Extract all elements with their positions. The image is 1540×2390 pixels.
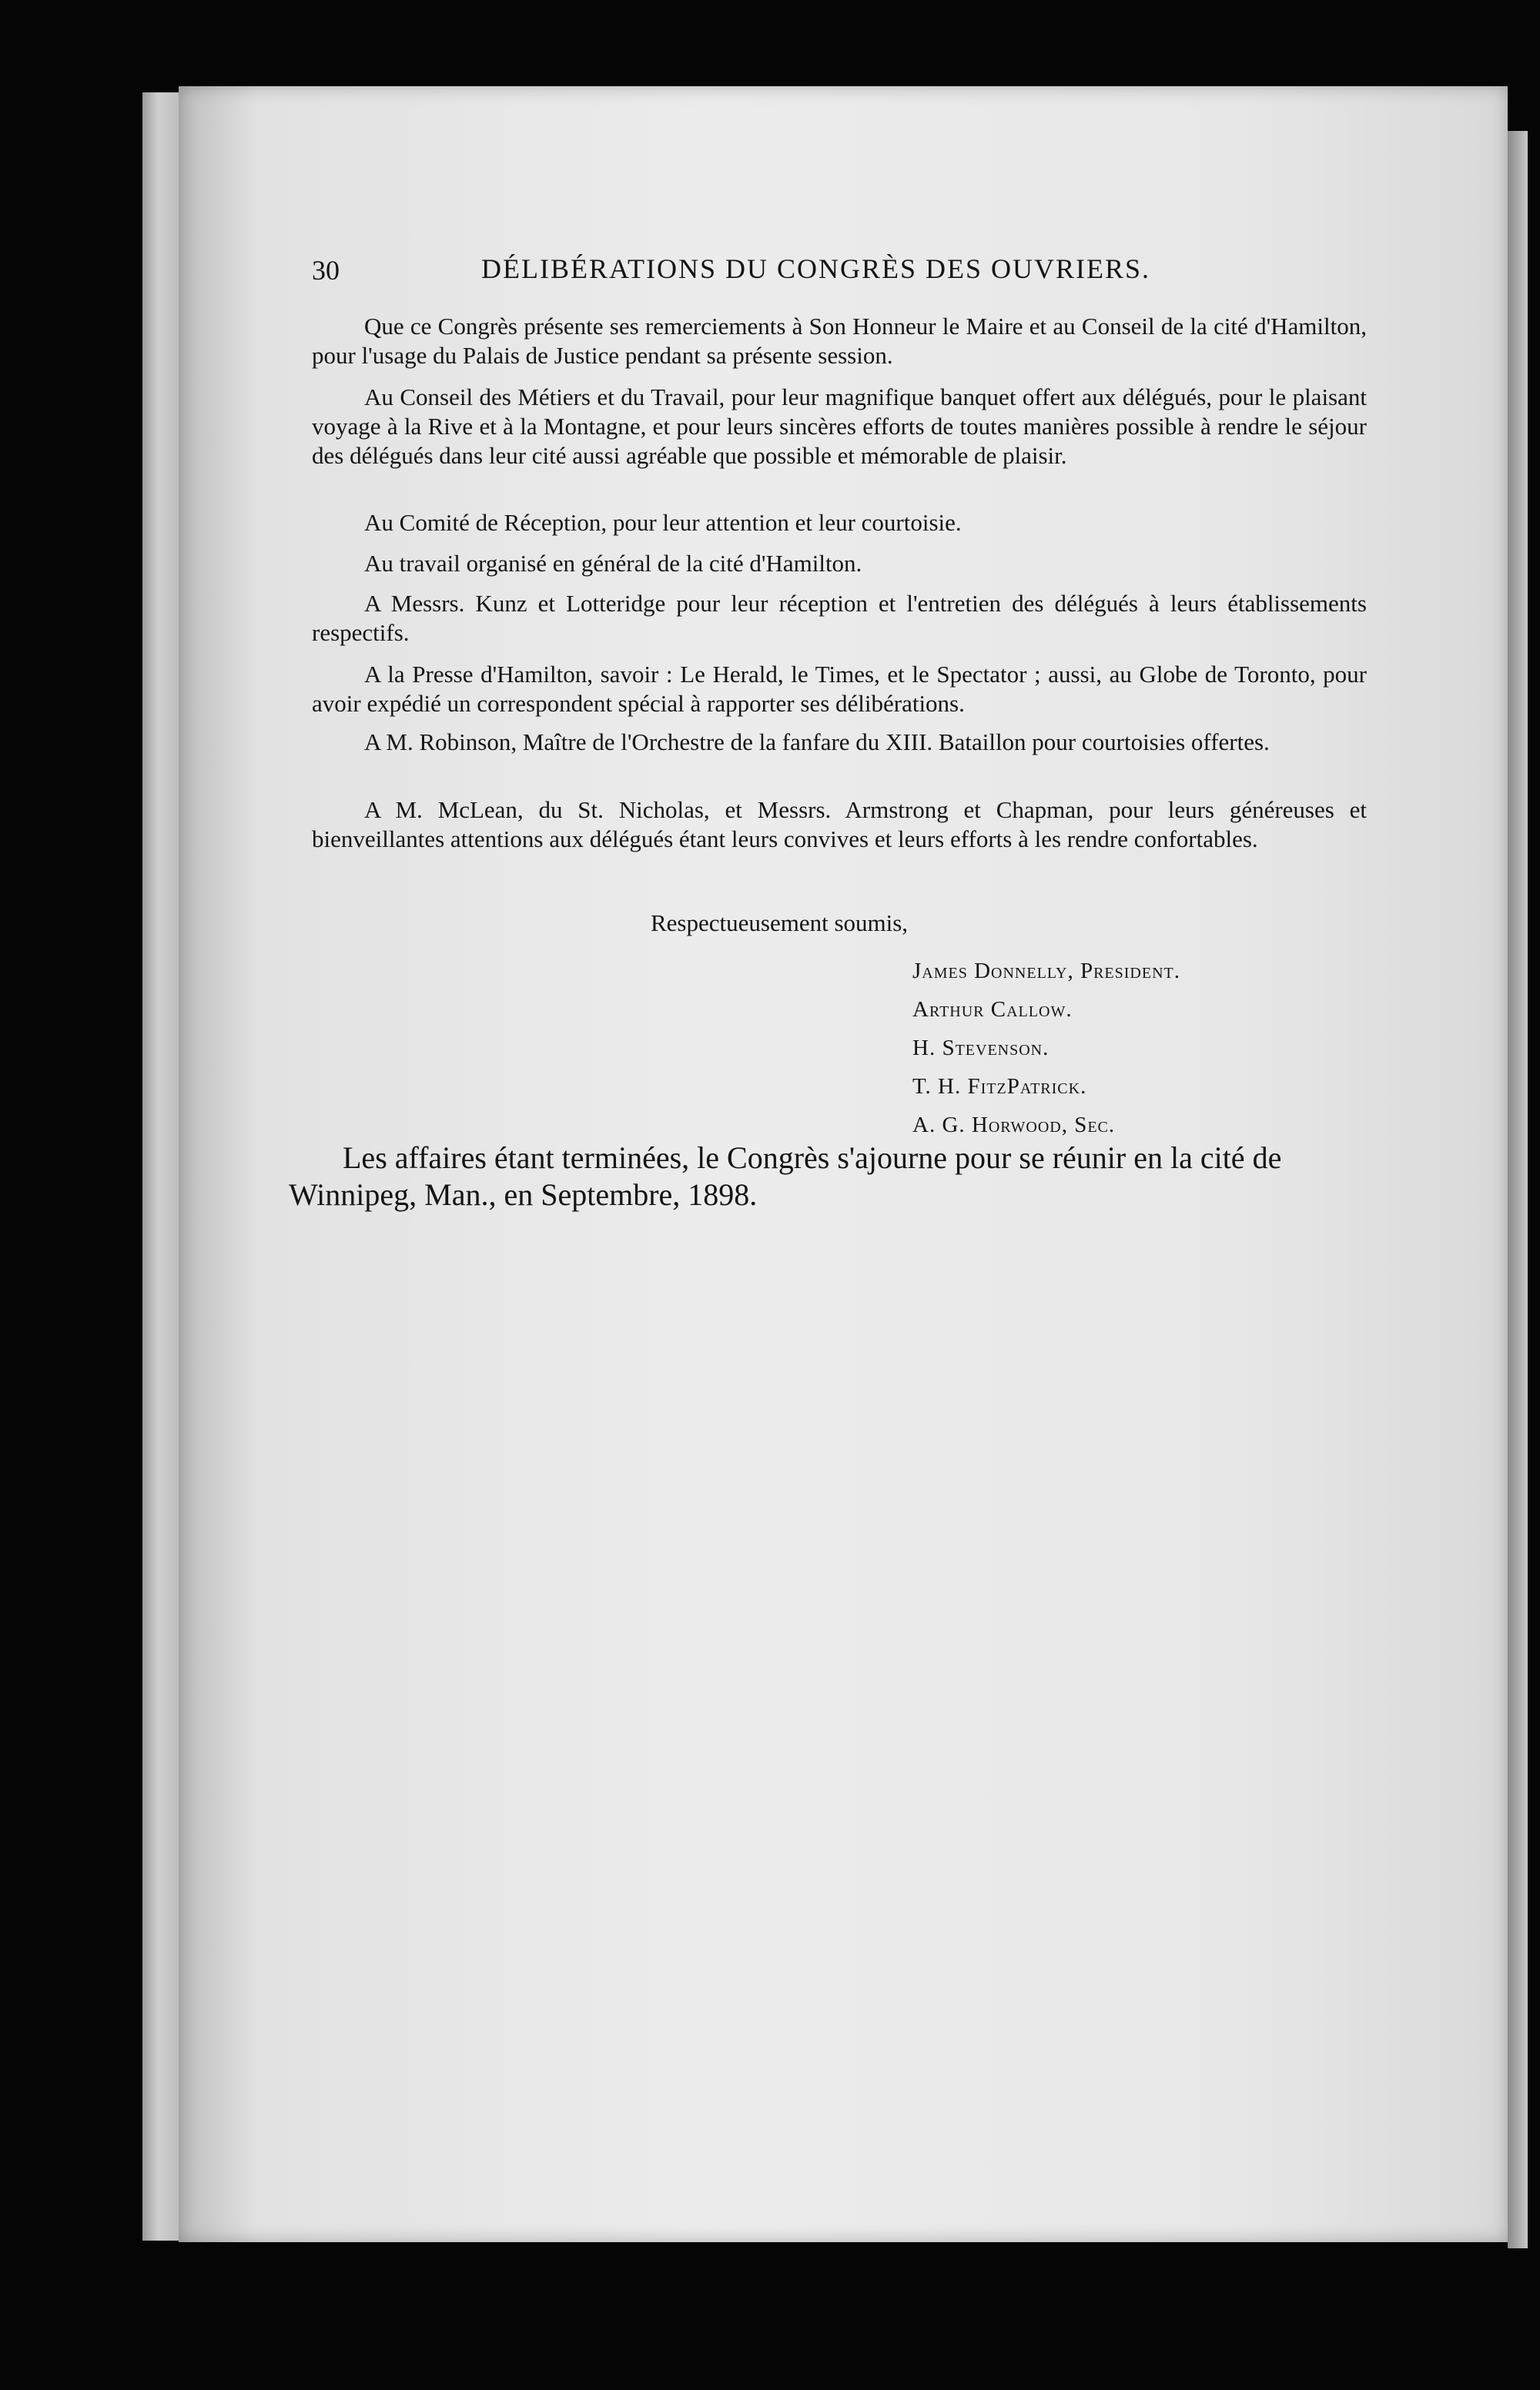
paragraph: A Messrs. Kunz et Lotteridge pour leur réception et l'entretien des délégués à leurs établissements respectifs. — [312, 590, 1367, 646]
scan-left-edge — [142, 92, 181, 2241]
paragraph: A M. Robinson, Maître de l'Orchestre de la fanfare du XIII. Bataillon pour courtoisies offertes. — [364, 728, 1270, 755]
closing-salutation: Respectueusement soumis, — [651, 909, 909, 936]
paragraph: Au Comité de Réception, pour leur attention et leur courtoisie. — [364, 509, 962, 536]
signature-line: H. Stevenson. — [912, 1036, 1050, 1060]
running-header — [312, 246, 1344, 293]
paragraph: Que ce Congrès présente ses remerciements à Son Honneur le Maire et au Conseil de la cité d'Hamilton, pour l'usage du Palais de Justice pendant sa présente session. — [312, 313, 1367, 369]
page-content — [289, 235, 1367, 1251]
paragraph: A M. McLean, du St. Nicholas, et Messrs. Armstrong et Chapman, pour leurs généreuses et bienveillantes attentions aux délégués étant leurs convives et leurs efforts à les rendre confortables. — [312, 796, 1367, 852]
final-paragraph: Les affaires étant terminées, le Congrès s'ajourne pour se réunir en la cité de Winnipeg, Man., en Septembre, 1898. — [289, 1140, 1282, 1212]
page-number: 30 — [312, 255, 340, 286]
signature-line: James Donnelly, President. — [912, 959, 1181, 983]
signature-line: Arthur Callow. — [912, 997, 1073, 1022]
paragraph: Au travail organisé en général de la cité d'Hamilton. — [364, 550, 862, 577]
scan-right-edge — [1508, 131, 1528, 2248]
signature-line: T. H. FitzPatrick. — [912, 1074, 1087, 1099]
paragraph: Au Conseil des Métiers et du Travail, pour leur magnifique banquet offert aux délégués, pour le plaisant voyage à la Rive et à la Montagne, et pour leurs sincères efforts de toutes manières possible à rendre le séjour des délégués dans leur cité aussi agréable que possible et mémorable de plaisir. — [312, 383, 1367, 469]
page-title: DÉLIBÉRATIONS DU CONGRÈS DES OUVRIERS. — [481, 253, 1151, 284]
paragraph: A la Presse d'Hamilton, savoir : Le Herald, le Times, et le Spectator ; aussi, au Globe de Toronto, pour avoir expédié un correspondent spécial à rapporter ses délibérations. — [312, 661, 1367, 717]
signature-line: A. G. Horwood, Sec. — [912, 1113, 1116, 1137]
